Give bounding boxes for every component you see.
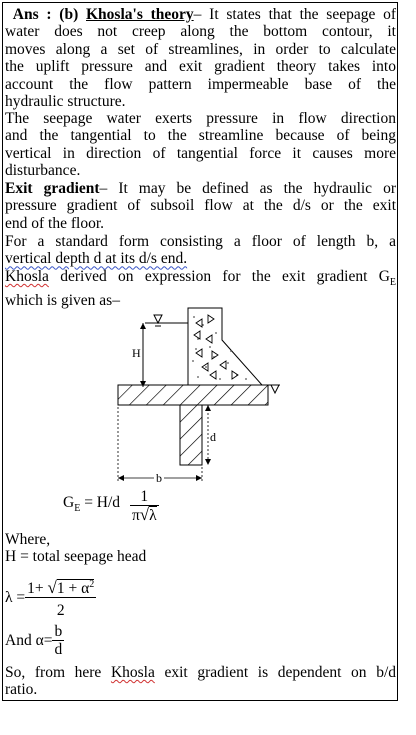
exit-gradient-heading: Exit gradient: [5, 180, 100, 197]
where-section: Where, H = total seepage head: [5, 531, 147, 566]
water-level-icon: [145, 315, 188, 326]
answer-prefix: Ans : (b): [12, 6, 86, 23]
label-d: d: [210, 430, 216, 444]
exit-gradient-formula: $G_E = H/d$ $\frac{1}{\pi√\lambda}$: [63, 488, 157, 524]
exit-gradient-paragraph: Exit gradient– It may be defined as the hydraulic or pressure gradient of subsoil flow at the d/s or the exit end of the floor.: [5, 180, 396, 232]
seepage-paragraph: The seepage water exerts pressure in flow direction and the tangential to the streamline because of being vertical in direction of tangential force it causes more disturbance.: [5, 110, 396, 180]
khosla-paragraph: Khosla derived on expression for the exit gradient $G_E$ which is given as–: [5, 268, 396, 309]
standard-form-paragraph: For a standard form consisting a floor of length b, a vertical depth d at its d/s end.: [5, 233, 396, 268]
alpha-formula: And α= $\frac{b}{d}$: [5, 623, 63, 658]
label-b: b: [156, 471, 162, 485]
answer-paragraph: Ans : (b) Khosla's theory– It states that the seepage of water does not creep along the bottom contour, it moves along a set of streamlines, in order to calculate the uplift pressure and exit gradient theory takes into account the flow pattern impermeable base of the hydraulic structure.: [5, 6, 397, 111]
lambda-formula: λ = $\frac{1+ √1 + \alpha^2}{2}$: [5, 578, 95, 620]
khosla-theory-heading: Khosla's theory: [86, 6, 194, 23]
khosla-word: Khosla: [5, 268, 49, 285]
conclusion-paragraph: So, from here Khosla exit gradient is dependent on b/d ratio.: [5, 664, 396, 699]
weir-diagram: [110, 305, 290, 485]
label-h: H: [132, 346, 141, 360]
